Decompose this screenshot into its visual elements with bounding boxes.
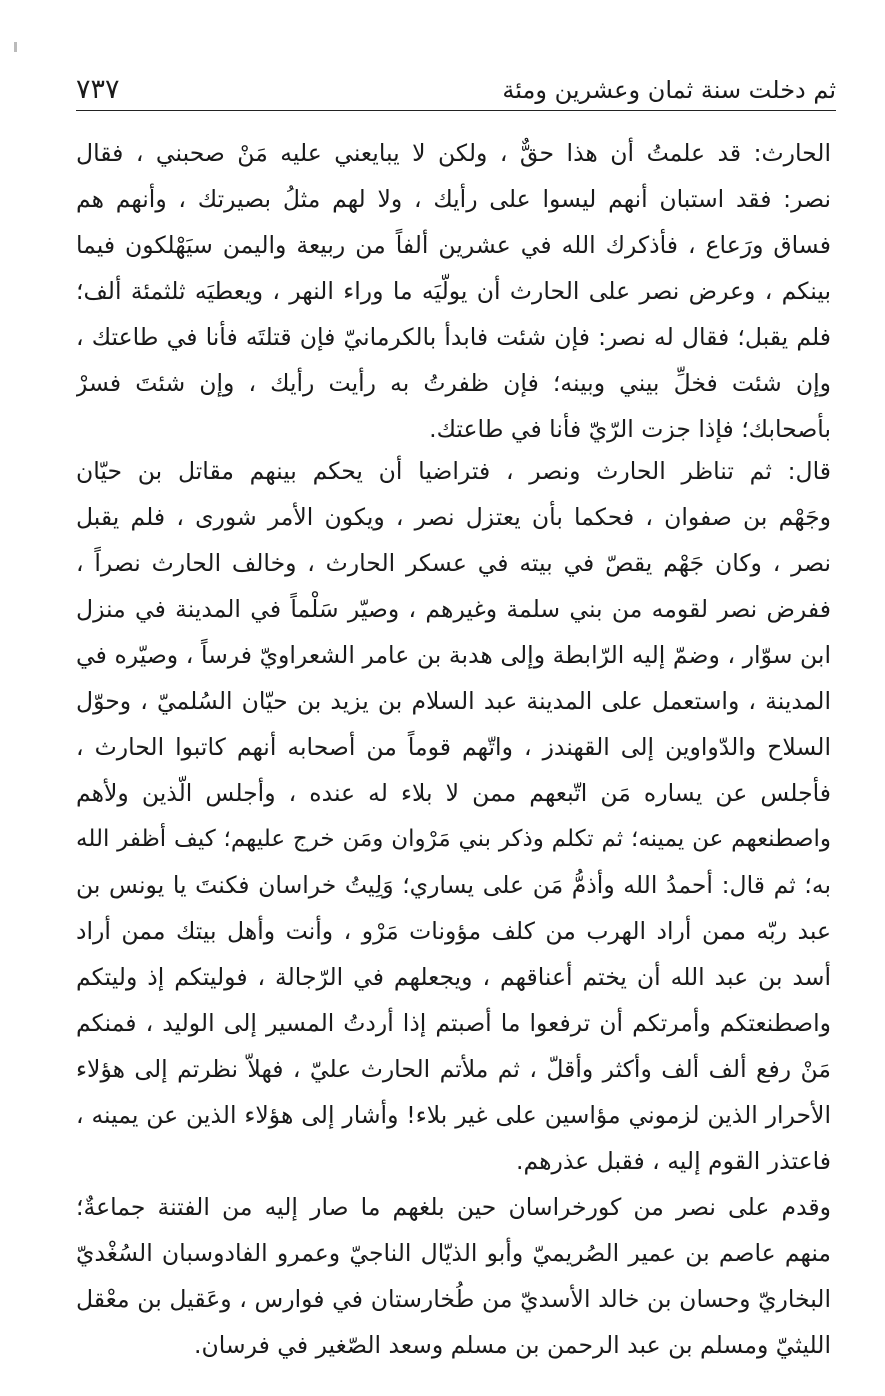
text-line: بأصحابك؛ فإذا جزت الرّيّ فأنا في طاعتك. [429, 415, 831, 443]
text-line: فساق ورَعاع ، فأذكرك الله في عشرين ألفاً من ربيعة واليمن سيَهْلكون فيما [76, 231, 831, 259]
text-line: فاعتذر القوم إليه ، فقبل عذرهم. [516, 1147, 831, 1175]
text-line: البخاريّ وحسان بن خالد الأسديّ من طُخارستان في فوارس ، وعَقيل بن معْقل [76, 1285, 831, 1313]
text-line: ففرض نصر لقومه من بني سلمة وغيرهم ، وصيّر سَلْماً في المدينة في منزل [76, 595, 831, 623]
text-line: قال: ثم تناظر الحارث ونصر ، فتراضيا أن يحكم بينهم مقاتل بن حيّان [76, 457, 831, 485]
text-line: السلاح والدّواوين إلى القهندز ، واتّهم قوماً من أصحابه أنهم كاتبوا الحارث ، [76, 733, 831, 761]
text-line: نصر ، وكان جَهْم يقصّ في بيته في عسكر الحارث ، وخالف الحارث نصراً ، [76, 549, 831, 577]
text-line: وإن شئت فخلِّ بيني وبينه؛ فإن ظفرتُ به رأيت رأيك ، وإن شئتَ فسرْ [76, 369, 831, 397]
text-line: مَنْ رفع ألف ألف وأكثر وأقلّ ، ثم ملأتم الحارث عليّ ، فهلاّ نظرتم إلى هؤلاء [76, 1055, 831, 1083]
text-line: نصر: فقد استبان أنهم ليسوا على رأيك ، ولا لهم مثلُ بصيرتك ، وأنهم هم [76, 185, 831, 213]
running-title: ثم دخلت سنة ثمان وعشرين ومئة [502, 76, 836, 104]
header-rule [76, 110, 836, 111]
text-line: واصطنعهم عن يمينه؛ ثم تكلم وذكر بني مَرْوان ومَن خرج عليهم؛ كيف أظفر الله [76, 826, 831, 852]
text-line: به؛ ثم قال: أحمدُ الله وأذمُّ مَن على يساري؛ وَلِيتُ خراسان فكنتَ يا يونس بن [76, 871, 831, 899]
margin-mark [14, 42, 17, 52]
page-number: ٧٣٧ [76, 74, 120, 105]
text-line: فلم يقبل؛ فقال له نصر: فإن شئت فابدأ بالكرمانيّ فإن قتلتَه فأنا في طاعتك ، [76, 323, 831, 351]
text-line: أسد بن عبد الله أن يختم أعناقهم ، ويجعلهم في الرّجالة ، فوليتكم إذ وليتكم [76, 963, 831, 991]
text-line: وقدم على نصر من كورخراسان حين بلغهم ما صار إليه من الفتنة جماعةٌ؛ [76, 1193, 831, 1221]
text-line: عبد ربّه ممن أراد الهرب من كلف مؤونات مَرْو ، وأنت وأهل بيتك ممن أراد [76, 917, 831, 945]
text-line: فأجلس عن يساره مَن اتّبعهم ممن لا بلاء له عنده ، وأجلس الّذين ولأهم [76, 779, 831, 807]
text-line: الليثيّ ومسلم بن عبد الرحمن بن مسلم وسعد الصّغير في فرسان. [194, 1331, 831, 1359]
text-line: الحارث: قد علمتُ أن هذا حقٌّ ، ولكن لا يبايعني عليه مَنْ صحبني ، فقال [76, 139, 831, 167]
text-line: بينكم ، وعرض نصر على الحارث أن يولّيَه ما وراء النهر ، ويعطيَه ثلثمئة ألف؛ [76, 277, 831, 305]
text-line: منهم عاصم بن عمير الصُريميّ وأبو الذيّال الناجيّ وعمرو الفادوسبان السُغْديّ [76, 1239, 831, 1267]
text-line: المدينة ، واستعمل على المدينة عبد السلام بن يزيد بن حيّان السُلميّ ، وحوّل [76, 687, 831, 715]
text-line: وجَهْم بن صفوان ، فحكما بأن يعتزل نصر ، ويكون الأمر شورى ، فلم يقبل [76, 503, 831, 531]
text-line: واصطنعتكم وأمرتكم أن ترفعوا ما أصبتم إذا أردتُ المسير إلى الوليد ، فمنكم [76, 1009, 831, 1037]
text-line: الأحرار الذين لزموني مؤاسين على غير بلاء! وأشار إلى هؤلاء الذين عن يمينه ، [76, 1101, 831, 1129]
page-header [76, 72, 836, 108]
text-line: ابن سوّار ، وضمّ إليه الرّابطة وإلى هدبة بن عامر الشعراويّ فرساً ، وصيّره في [76, 641, 831, 669]
